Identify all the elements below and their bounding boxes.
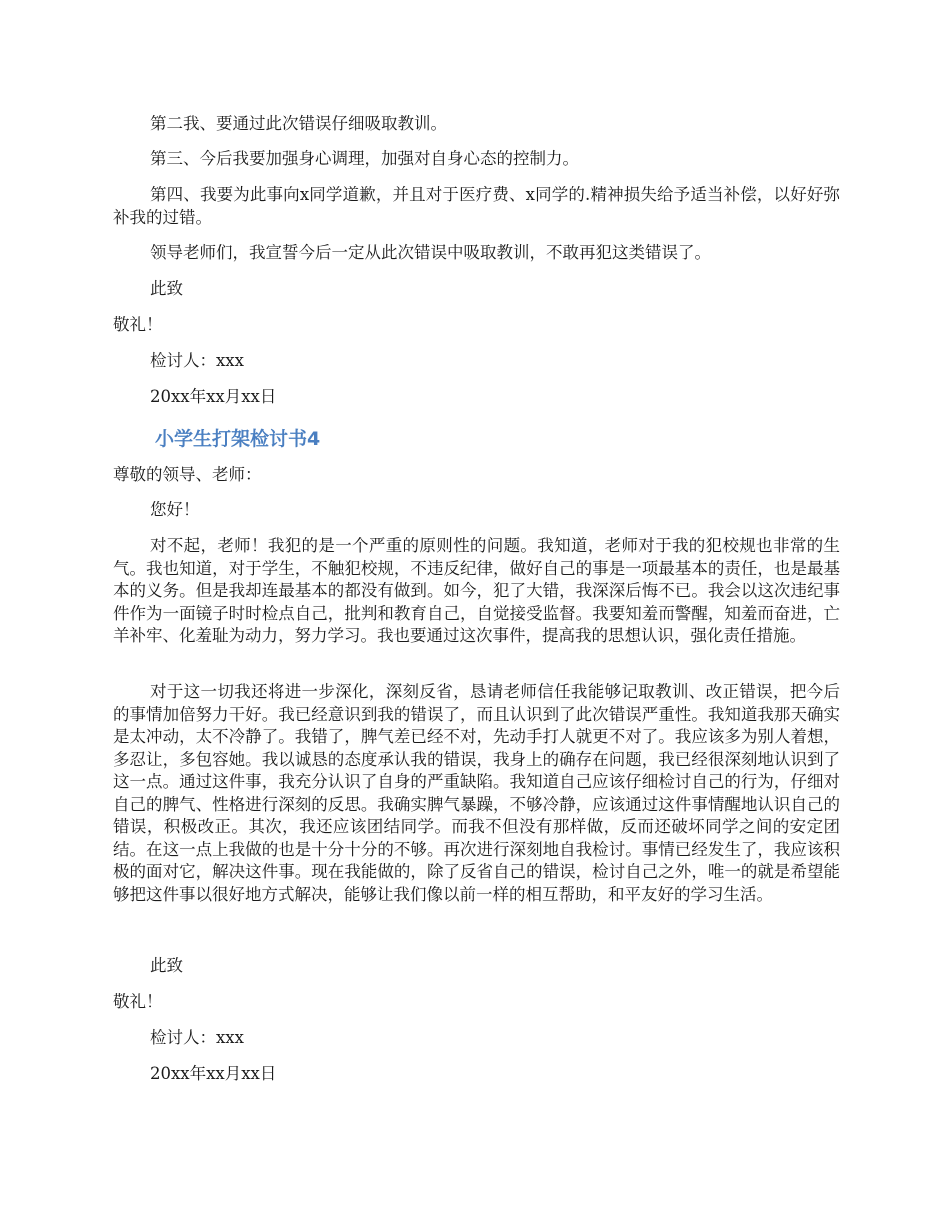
body-paragraph-2: 对于这一切我还将进一步深化，深刻反省，恳请老师信任我能够记取教训、改正错误，把今后的事情加倍努力干好。我已经意识到我的错误了，而且认识到了此次错误严重性。我知道我那天确实是太冲动，太不冷静了。我错了，脾气差已经不对，先动手打人就更不对了。我应该多为别人着想，多忍让，多包容她。我以诚恳的态度承认我的错误，我身上的确存在问题，我已经很深刻地认识到了这一点。通过这件事，我充分认识了自身的严重缺陷。我知道自己应该仔细检讨自己的行为，仔细对自己的脾气、性格进行深刻的反思。我确实脾气暴躁，不够冷静，应该通过这件事情醒地认识自己的错误，积极改正。其次，我还应该团结同学。而我不但没有那样做，反而还破坏同学之间的安定团结。在这一点上我做的也是十分十分的不够。再次进行深刻地自我检讨。事情已经发生了，我应该积极的面对它，解决这件事。现在我能做的，除了反省自己的错误，检讨自己之外，唯一的就是希望能够把这件事以很好地方式解决，能够让我们像以前一样的相互帮助，和平友好的学习生活。 bbox=[113, 682, 840, 904]
closing-jingli: 敬礼！ bbox=[113, 315, 163, 334]
signer: 检讨人：xxx bbox=[150, 351, 244, 370]
date: 20xx年xx月xx日 bbox=[150, 387, 277, 406]
paragraph-fourth: 第四、我要为此事向x同学道歉，并且对于医疗费、x同学的.精神损失给予适当补偿，以好好弥补我的过错。 bbox=[113, 185, 840, 227]
date-2: 20xx年xx月xx日 bbox=[150, 1064, 277, 1083]
salutation: 尊敬的领导、老师： bbox=[113, 465, 262, 484]
closing-jingli-2: 敬礼！ bbox=[113, 992, 163, 1011]
closing-cizhi: 此致 bbox=[150, 279, 183, 298]
paragraph-third: 第三、今后我要加强身心调理，加强对自身心态的控制力。 bbox=[150, 149, 579, 168]
section-title: 小学生打架检讨书4 bbox=[155, 428, 321, 450]
closing-cizhi-2: 此致 bbox=[150, 956, 183, 975]
greeting: 您好！ bbox=[150, 500, 200, 519]
paragraph-second: 第二我、要通过此次错误仔细吸取教训。 bbox=[150, 114, 447, 133]
signer-2: 检讨人：xxx bbox=[150, 1028, 244, 1047]
body-paragraph-1: 对不起，老师！我犯的是一个严重的原则性的问题。我知道，老师对于我的犯校规也非常的生气。我也知道，对于学生，不触犯校规，不违反纪律，做好自己的事是一项最基本的责任，也是最基本的义务。但是我却连最基本的都没有做到。如今，犯了大错，我深深后悔不已。我会以这次违纪事件作为一面镜子时时检点自己，批判和教育自己，自觉接受监督。我要知羞而警醒，知羞而奋进，亡羊补牢、化羞耻为动力，努力学习。我也要通过这次事件，提高我的思想认识，强化责任措施。 bbox=[113, 536, 840, 645]
paragraph-vow: 领导老师们，我宣誓今后一定从此次错误中吸取教训，不敢再犯这类错误了。 bbox=[150, 243, 711, 262]
